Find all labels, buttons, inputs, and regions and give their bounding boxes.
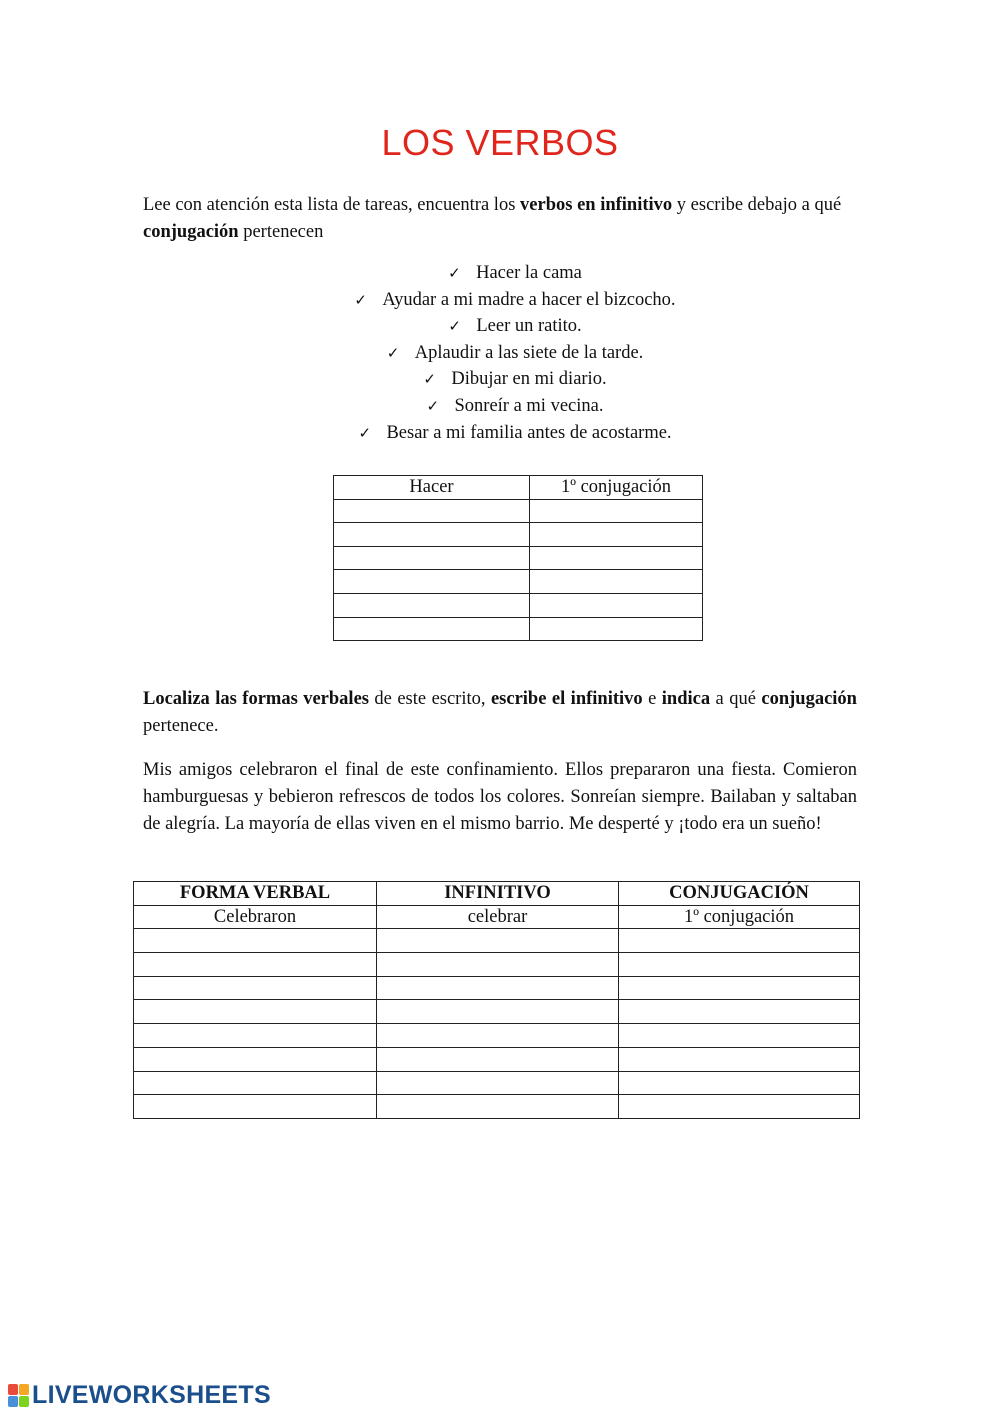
column-header: FORMA VERBAL	[134, 882, 377, 906]
instruction-segment: y escribe debajo a qué	[672, 195, 842, 215]
table-cell: Celebraron	[134, 905, 377, 929]
table-cell: Hacer	[334, 476, 530, 500]
task-text: Dibujar en mi diario.	[451, 369, 607, 390]
answer-cell[interactable]	[530, 593, 703, 617]
table-row	[334, 523, 703, 547]
table-cell: 1º conjugación	[530, 476, 703, 500]
table-cell: 1º conjugación	[619, 905, 860, 929]
answer-cell[interactable]	[334, 570, 530, 594]
answer-cell[interactable]	[619, 1095, 860, 1119]
answer-cell[interactable]	[334, 546, 530, 570]
instruction-segment: Lee con atención esta lista de tareas, encuentra los	[143, 195, 521, 215]
exercise1-instruction	[143, 192, 857, 246]
instruction-segment: pertenecen	[238, 222, 324, 242]
table-row	[134, 905, 860, 929]
task-item	[0, 340, 1000, 367]
answer-cell[interactable]	[530, 499, 703, 523]
check-icon: ✓	[358, 423, 372, 442]
task-text: Besar a mi familia antes de acostarme.	[386, 422, 672, 443]
answer-cell[interactable]	[377, 1024, 619, 1048]
answer-cell[interactable]	[530, 570, 703, 594]
answer-cell[interactable]	[134, 1000, 377, 1024]
table-row	[134, 1095, 860, 1119]
instruction-segment: de este escrito,	[368, 689, 491, 709]
exercise2-instruction	[143, 686, 857, 740]
check-icon: ✓	[354, 290, 367, 309]
check-icon: ✓	[448, 264, 461, 282]
table-row	[134, 1047, 860, 1071]
table-row	[334, 593, 703, 617]
instruction-segment: conjugación	[761, 689, 857, 709]
answer-cell[interactable]	[619, 929, 860, 953]
answer-cell[interactable]	[134, 929, 377, 953]
check-icon: ✓	[426, 396, 440, 415]
answer-cell[interactable]	[334, 593, 530, 617]
task-item	[0, 420, 1000, 447]
task-text: Sonreír a mi vecina.	[454, 395, 604, 416]
answer-cell[interactable]	[377, 1071, 619, 1095]
answer-cell[interactable]	[619, 1071, 860, 1095]
answer-cell[interactable]	[134, 1024, 377, 1048]
answer-cell[interactable]	[619, 1024, 860, 1048]
instruction-segment: escribe el infinitivo	[490, 689, 643, 709]
answer-cell[interactable]	[377, 1047, 619, 1071]
logo-text: LIVEWORKSHEETS	[32, 1380, 271, 1409]
instruction-segment: Localiza las formas verbales	[143, 689, 369, 709]
table-row	[134, 1024, 860, 1048]
column-header: CONJUGACIÓN	[619, 882, 860, 906]
answer-cell[interactable]	[134, 1095, 377, 1119]
check-icon: ✓	[448, 317, 461, 336]
task-list	[0, 260, 1000, 446]
table-row	[334, 617, 703, 641]
answer-cell[interactable]	[530, 546, 703, 570]
answer-cell[interactable]	[334, 617, 530, 641]
logo-square	[19, 1384, 29, 1395]
instruction-segment: conjugación	[143, 222, 239, 242]
answer-cell[interactable]	[134, 976, 377, 1000]
table-row	[134, 1000, 860, 1024]
answer-cell[interactable]	[377, 953, 619, 977]
task-item	[0, 313, 1000, 340]
task-item	[0, 287, 1000, 314]
answer-cell[interactable]	[619, 1000, 860, 1024]
column-header: INFINITIVO	[377, 882, 619, 906]
task-text: Leer un ratito.	[476, 316, 582, 337]
answer-cell[interactable]	[377, 1095, 619, 1119]
answer-cell[interactable]	[334, 523, 530, 547]
task-text: Ayudar a mi madre a hacer el bizcocho.	[382, 289, 676, 310]
instruction-segment: e	[642, 689, 662, 709]
answer-cell[interactable]	[134, 1047, 377, 1071]
check-icon: ✓	[386, 343, 400, 362]
table-row	[134, 929, 860, 953]
table-row	[134, 1071, 860, 1095]
table-cell: celebrar	[377, 905, 619, 929]
table-row	[334, 546, 703, 570]
answer-cell[interactable]	[619, 953, 860, 977]
task-text: Aplaudir a las siete de la tarde.	[414, 342, 644, 363]
answer-cell[interactable]	[377, 1000, 619, 1024]
logo-square	[8, 1384, 18, 1395]
logo-square	[8, 1396, 18, 1407]
task-item	[0, 366, 1000, 393]
answer-cell[interactable]	[134, 1071, 377, 1095]
instruction-segment: pertenece.	[143, 716, 219, 736]
answer-cell[interactable]	[334, 499, 530, 523]
answer-cell[interactable]	[619, 976, 860, 1000]
answer-cell[interactable]	[619, 1047, 860, 1071]
check-icon: ✓	[423, 370, 436, 389]
table-row	[134, 953, 860, 977]
answer-cell[interactable]	[530, 617, 703, 641]
answer-cell[interactable]	[530, 523, 703, 547]
task-item	[0, 260, 1000, 287]
instruction-segment: verbos en infinitivo	[520, 195, 673, 215]
table-row	[334, 499, 703, 523]
task-text: Hacer la cama	[476, 263, 582, 283]
story-paragraph: Mis amigos celebraron el final de este confinamiento. Ellos prepararon una fiesta. Comieron hamburguesas y bebieron refrescos de todos los colores. Sonreían siempre. Bailaban y saltaban de alegría. La mayoría de ellas viven en el mismo barrio. Me desperté y ¡todo era un sueño!	[143, 760, 857, 834]
task-item	[0, 393, 1000, 420]
answer-cell[interactable]	[377, 929, 619, 953]
liveworksheets-logo[interactable]	[8, 1380, 271, 1410]
table-row	[334, 570, 703, 594]
instruction-segment: a qué	[710, 689, 762, 709]
table-row	[134, 976, 860, 1000]
table-row	[334, 476, 703, 500]
exercise2-table	[133, 881, 860, 1119]
answer-cell[interactable]	[377, 976, 619, 1000]
exercise1-table	[333, 475, 703, 641]
logo-icon	[8, 1384, 29, 1407]
page-title: LOS VERBOS	[381, 122, 619, 163]
logo-square	[19, 1396, 29, 1407]
answer-cell[interactable]	[134, 953, 377, 977]
instruction-segment: indica	[661, 689, 711, 709]
